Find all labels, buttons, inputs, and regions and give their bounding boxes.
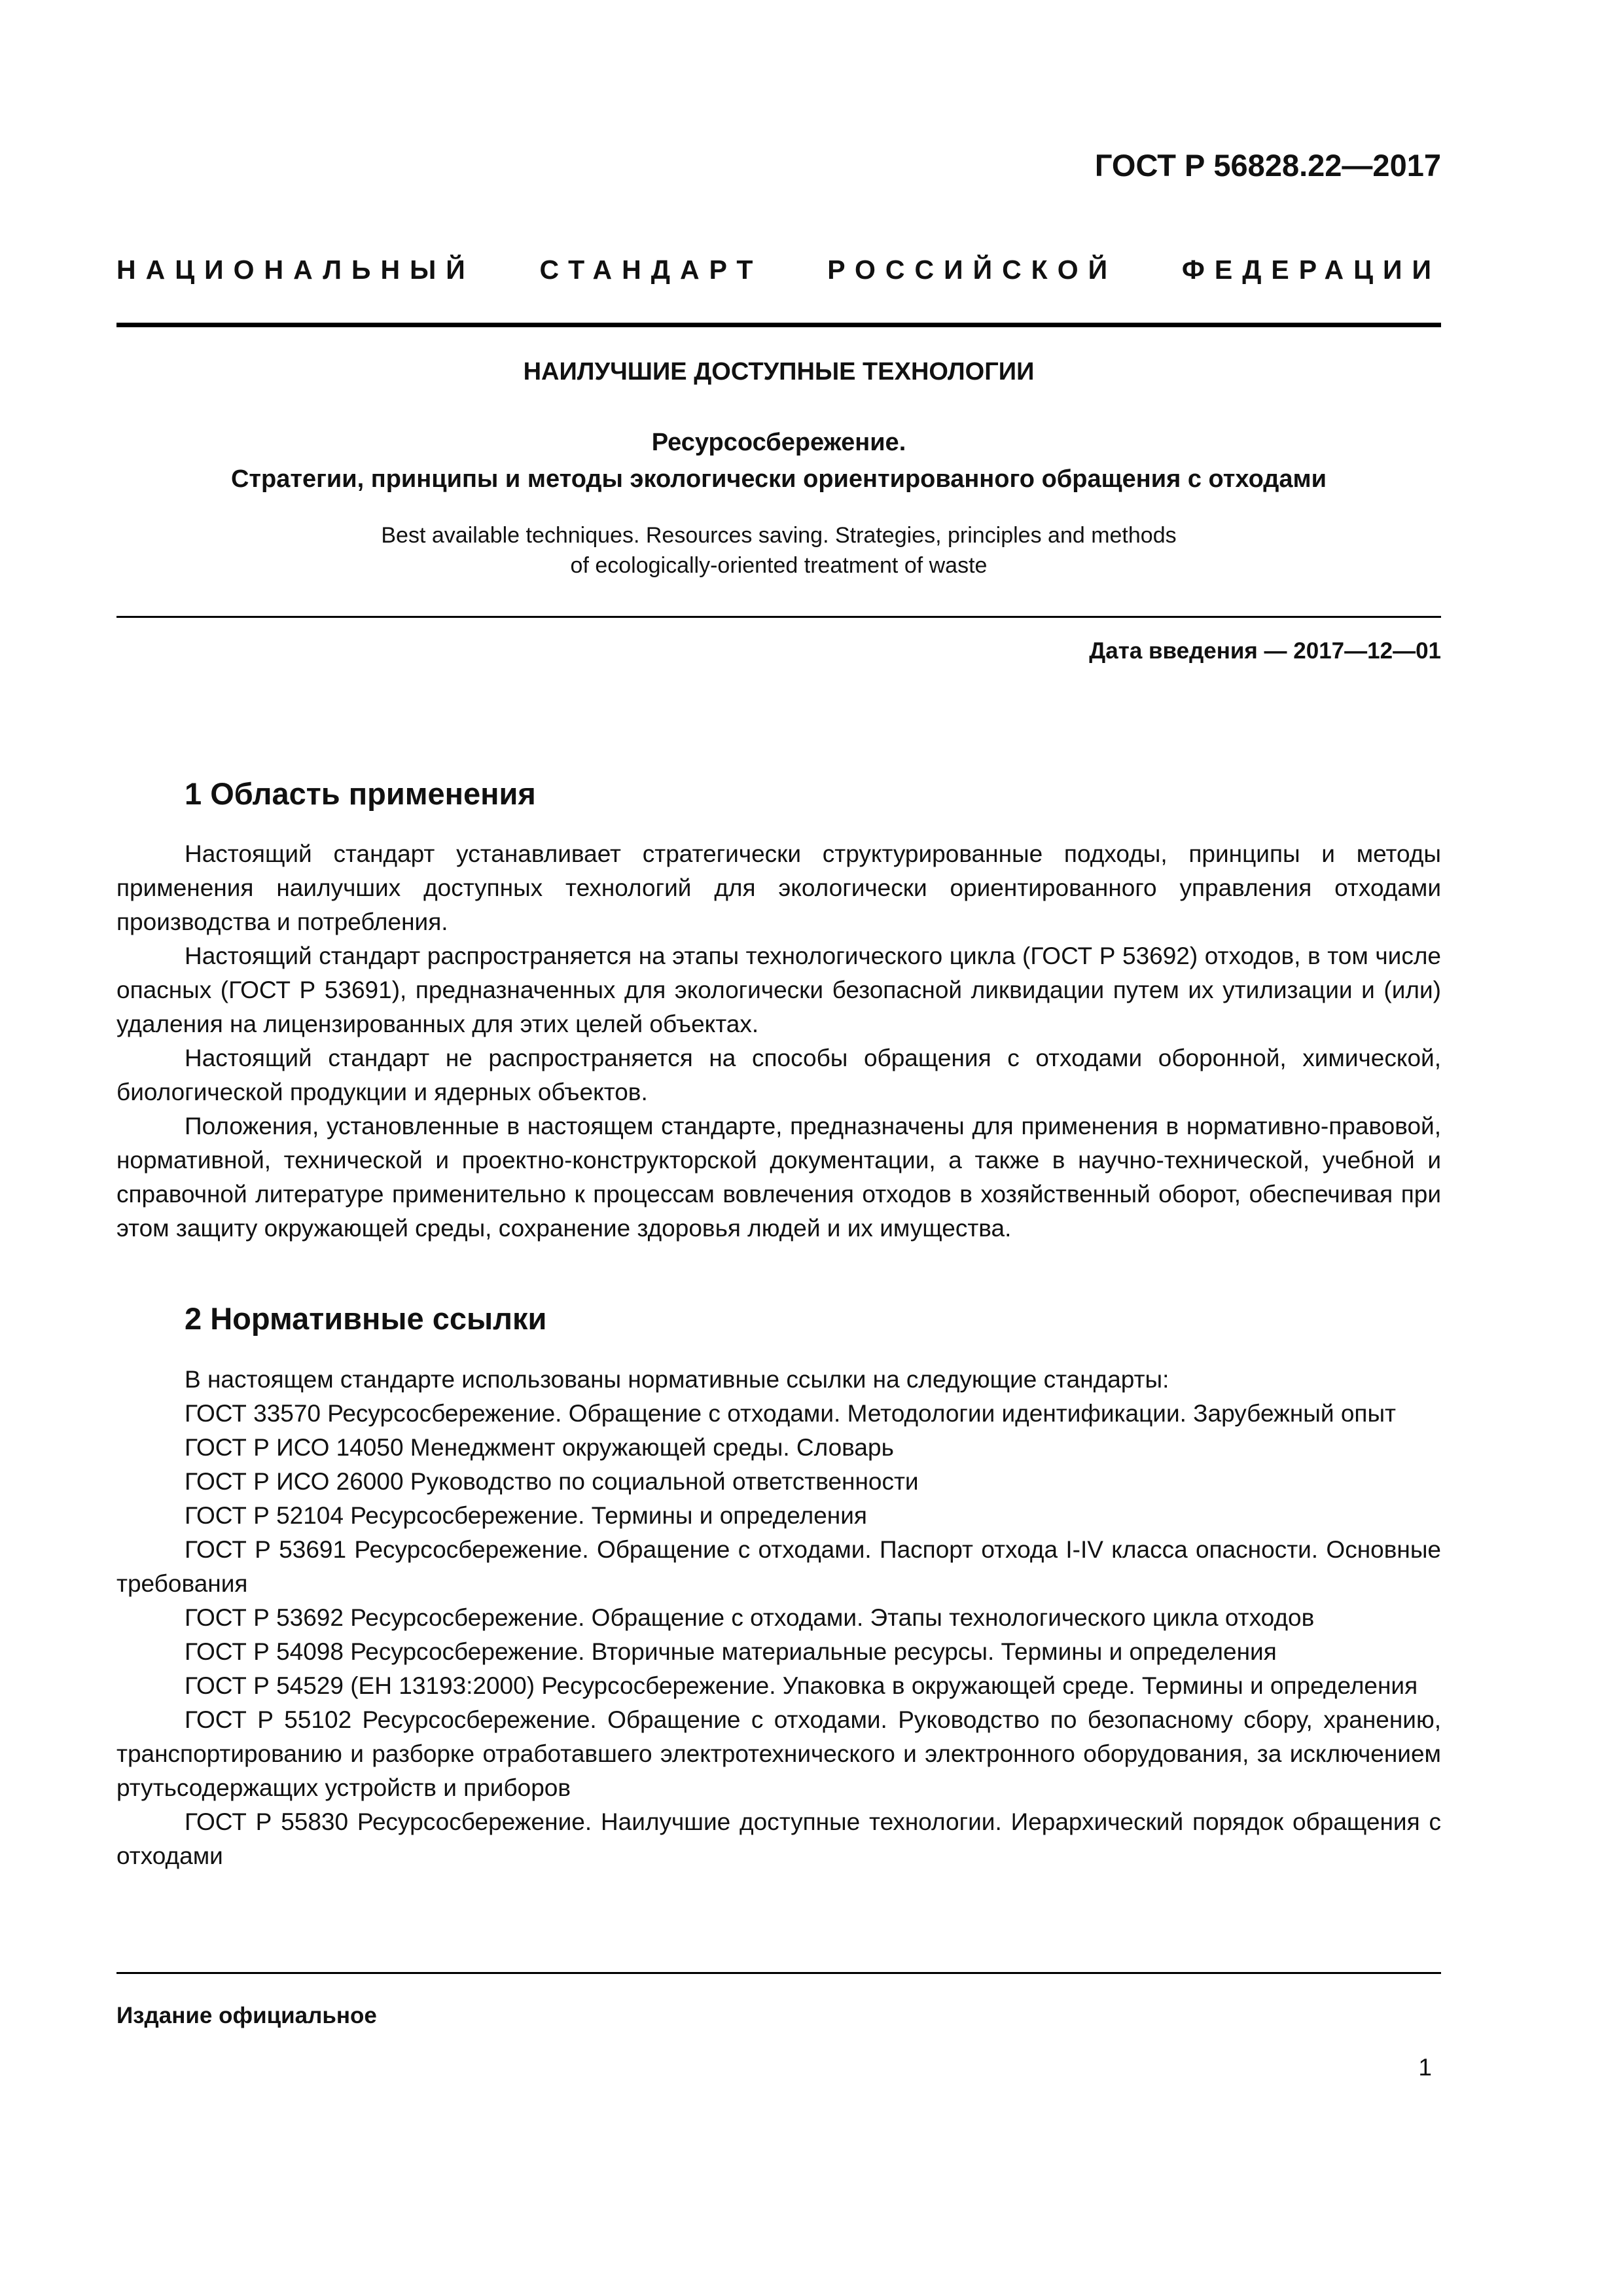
section-heading-scope: 1 Область применения [185, 776, 536, 811]
reference-item: ГОСТ Р ИСО 14050 Менеджмент окружающей среды. Словарь [185, 1434, 894, 1461]
intro-date: Дата введения — 2017—12—01 [1089, 638, 1441, 664]
official-edition-label: Издание официальное [116, 2003, 377, 2028]
reference-item: ГОСТ Р 55830 Ресурсосбережение. Наилучшие доступные технологии. Иерархический порядок обращения с отходами [116, 1808, 1441, 1869]
reference-item: ГОСТ Р 54098 Ресурсосбережение. Вторичные материальные ресурсы. Термины и определения [185, 1638, 1277, 1665]
footer-divider [116, 1972, 1441, 1974]
reference-item: ГОСТ Р 53691 Ресурсосбережение. Обращение с отходами. Паспорт отхода I-IV класса опасности. Основные требования [116, 1536, 1441, 1597]
standard-title: НАИЛУЧШИЕ ДОСТУПНЫЕ ТЕХНОЛОГИИ [523, 358, 1035, 386]
paragraph: Настоящий стандарт не распространяется на способы обращения с отходами оборонной, химической, биологической продукции и ядерных объектов. [116, 1045, 1441, 1105]
section-body-scope [116, 837, 1441, 1246]
english-title-line-1: Best available techniques. Resources saving. Strategies, principles and methods [381, 523, 1177, 548]
title-divider [116, 616, 1441, 618]
subtitle-line-1: Ресурсосбережение. [651, 429, 906, 456]
reference-item: ГОСТ Р 53692 Ресурсосбережение. Обращение с отходами. Этапы технологического цикла отходов [185, 1604, 1315, 1631]
reference-item: ГОСТ Р 55102 Ресурсосбережение. Обращение с отходами. Руководство по безопасному сбору, хранению, транспортированию и разборке отработавшего электротехнического и электронного оборудования, за исключением ртутьсодержащих устройств и приборов [116, 1706, 1441, 1801]
standard-subtitle [116, 424, 1441, 497]
reference-item: ГОСТ 33570 Ресурсосбережение. Обращение с отходами. Методологии идентификации. Зарубежный опыт [185, 1400, 1396, 1427]
paragraph: Положения, установленные в настоящем стандарте, предназначены для применения в нормативно-правовой, нормативной, технической и проектно-конструкторской документации, а также в научно-технической, учебной и справочной литературе применительно к процессам вовлечения отходов в хозяйственный оборот, обеспечивая при этом защиту окружающей среды, сохранение здоровья людей и их имущества. [116, 1113, 1441, 1242]
reference-item: ГОСТ Р 52104 Ресурсосбережение. Термины и определения [185, 1502, 867, 1529]
section-body-normative-references [116, 1363, 1441, 1873]
paragraph: Настоящий стандарт устанавливает стратегически структурированные подходы, принципы и методы применения наилучших доступных технологий для экологически ориентированного управления отходами производства и потребления. [116, 840, 1441, 935]
section-heading-normative-references: 2 Нормативные ссылки [185, 1301, 547, 1336]
english-title [116, 520, 1441, 581]
header-divider [116, 323, 1441, 327]
national-standard-banner: НАЦИОНАЛЬНЫЙ СТАНДАРТ РОССИЙСКОЙ ФЕДЕРАЦИИ [116, 255, 1441, 285]
paragraph: В настоящем стандарте использованы нормативные ссылки на следующие стандарты: [185, 1366, 1169, 1393]
paragraph: Настоящий стандарт распространяется на этапы технологического цикла (ГОСТ Р 53692) отходов, в том числе опасных (ГОСТ Р 53691), предназначенных для экологически безопасной ликвидации путем их утилизации и (или) удаления на лицензированных для этих целей объектах. [116, 942, 1441, 1037]
subtitle-line-2: Стратегии, принципы и методы экологически ориентированного обращения с отходами [230, 465, 1327, 493]
reference-item: ГОСТ Р ИСО 26000 Руководство по социальной ответственности [185, 1468, 919, 1495]
english-title-line-2: of ecologically-oriented treatment of waste [570, 553, 988, 578]
reference-item: ГОСТ Р 54529 (ЕН 13193:2000) Ресурсосбережение. Упаковка в окружающей среде. Термины и определения [185, 1672, 1418, 1699]
document-number: ГОСТ Р 56828.22—2017 [1094, 148, 1441, 183]
page-number: 1 [1418, 2054, 1432, 2081]
